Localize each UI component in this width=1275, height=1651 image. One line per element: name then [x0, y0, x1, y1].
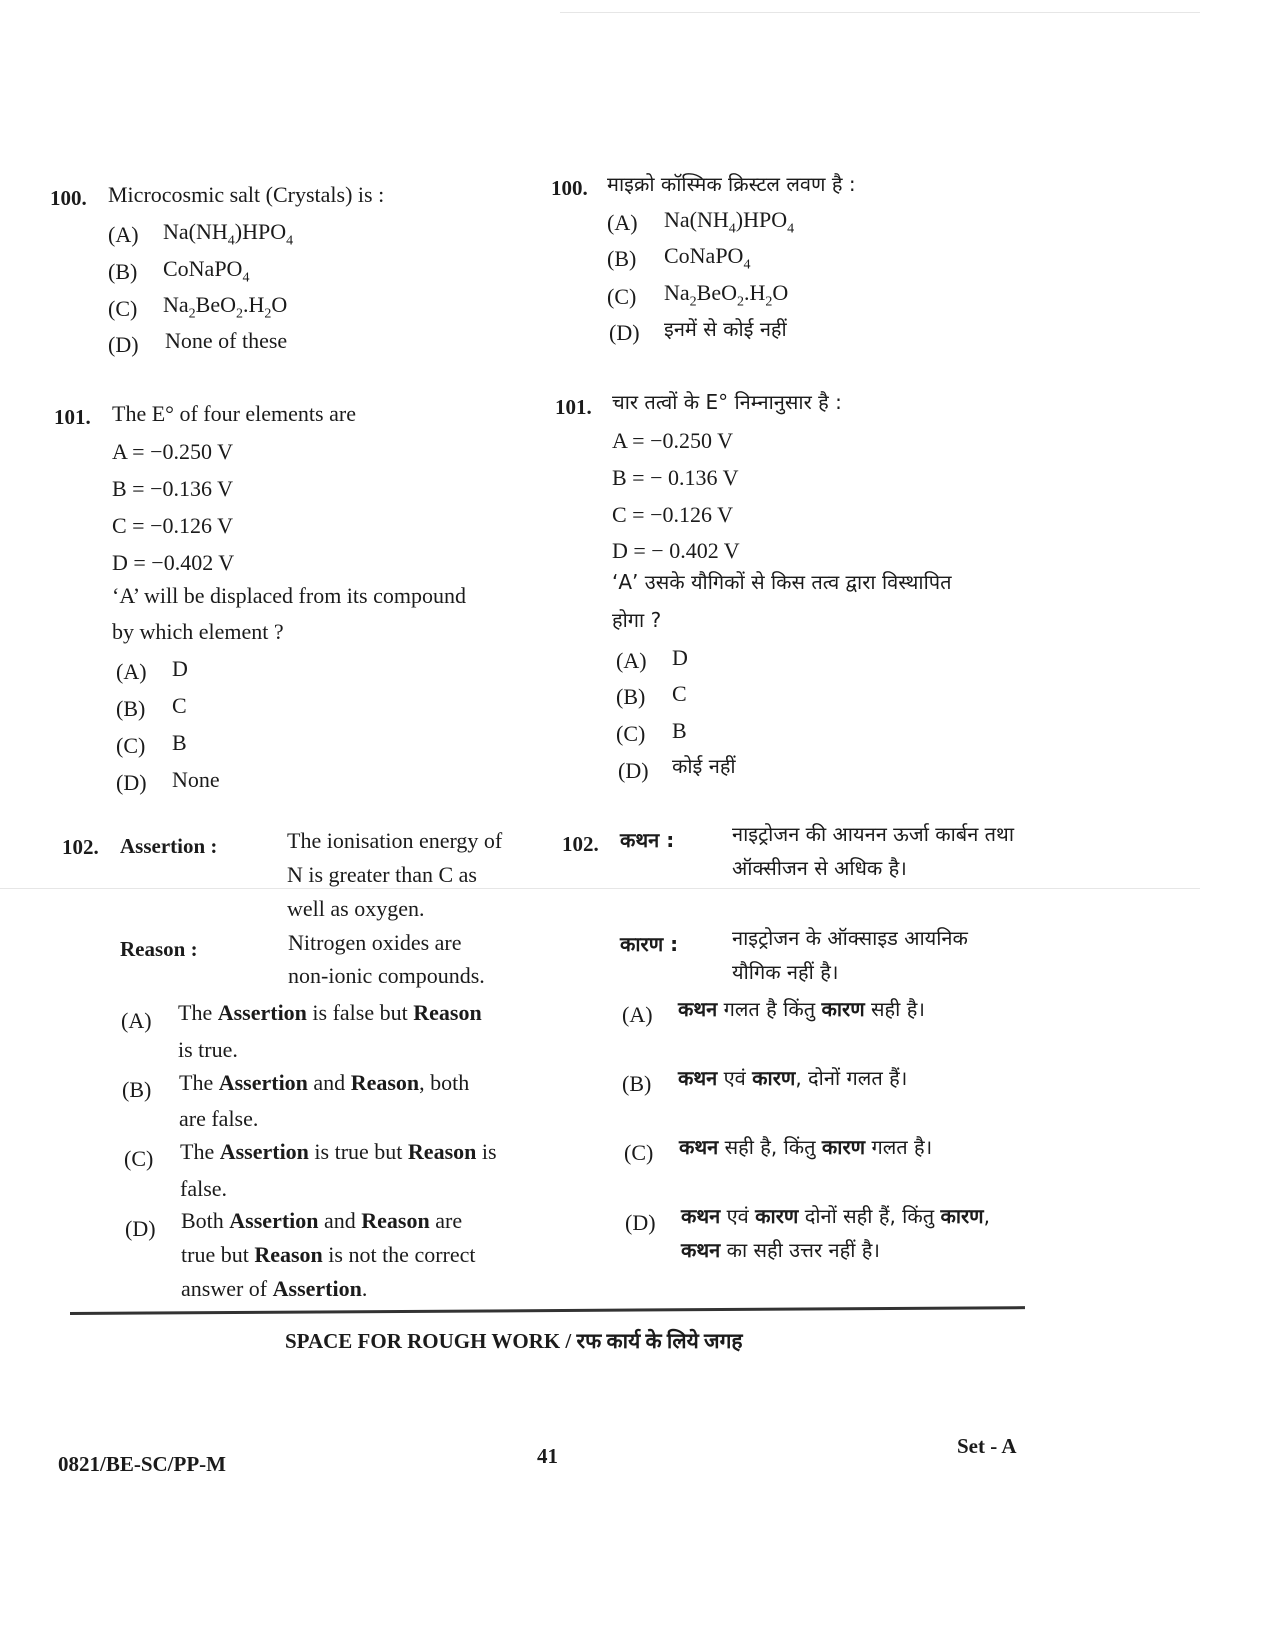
q101-value-a: A = −0.250 V: [112, 439, 233, 464]
q101-question: The E° of four elements are: [112, 401, 356, 426]
q102-hi-number: 102.: [562, 832, 599, 856]
q101-hi-number: 101.: [555, 395, 592, 419]
q101-opt-d: None: [172, 767, 220, 792]
q102-hi-reason-line2: यौगिक नहीं है।: [732, 960, 839, 984]
q102-hi-opt-d-line1: कथन एवं कारण दोनों सही हैं, किंतु कारण,: [681, 1204, 990, 1228]
q101-hi-value-d: D = − 0.402 V: [612, 538, 740, 563]
q101-value-c: C = −0.126 V: [112, 513, 233, 538]
rough-work-label: SPACE FOR ROUGH WORK / रफ कार्य के लिये जगह: [285, 1329, 743, 1353]
q102-opt-c-label: (C): [124, 1146, 154, 1171]
booklet-code: 0821/BE-SC/PP-M: [58, 1452, 226, 1476]
q100-hi-opt-c: $Na_2BeO_2.H_2O$: [664, 280, 789, 310]
q100-hi-opt-a: $Na(NH_4)HPO_4$: [664, 207, 795, 237]
q102-opt-b-label: (B): [122, 1077, 152, 1102]
q102-opt-b-line2: are false.: [179, 1106, 259, 1131]
q102-opt-b-line1: The Assertion and Reason, both: [179, 1070, 470, 1095]
q102-opt-c-line2: false.: [180, 1176, 228, 1201]
q102-assertion-label: Assertion :: [120, 834, 218, 858]
q102-hi-opt-c: कथन सही है, किंतु कारण गलत है।: [679, 1135, 933, 1159]
page-number: 41: [537, 1444, 558, 1468]
q101-opt-c-label: (C): [116, 733, 146, 758]
q102-assertion-line2: N is greater than C as: [287, 862, 477, 887]
q102-hi-assertion-label: कथन :: [620, 828, 675, 852]
q101-hi-opt-d: कोई नहीं: [672, 754, 736, 778]
q102-hi-reason-line1: नाइट्रोजन के ऑक्साइड आयनिक: [732, 926, 968, 950]
q102-opt-d-line2: true but Reason is not the correct: [181, 1242, 476, 1267]
q102-assertion-line1: The ionisation energy of: [287, 828, 503, 853]
q102-hi-opt-c-label: (C): [624, 1140, 654, 1165]
q101-hi-opt-b: C: [672, 681, 687, 706]
q101-opt-c: B: [172, 730, 187, 755]
q102-hi-opt-b: कथन एवं कारण, दोनों गलत हैं।: [678, 1066, 908, 1090]
q101-hi-value-a: A = −0.250 V: [612, 428, 733, 453]
q102-hi-opt-a-label: (A): [622, 1002, 653, 1027]
q101-opt-b-label: (B): [116, 696, 146, 721]
q102-hi-opt-d-label: (D): [625, 1210, 656, 1235]
q101-number: 101.: [54, 405, 91, 429]
q101-question-line1: ‘A’ will be displaced from its compound: [112, 583, 466, 608]
q101-hi-question-line2: होगा ?: [612, 608, 662, 632]
q102-opt-d-label: (D): [125, 1216, 156, 1241]
q100-opt-c-label: (C): [108, 296, 138, 321]
scan-line: [0, 888, 1200, 889]
q102-number: 102.: [62, 835, 99, 859]
q102-assertion-line3: well as oxygen.: [287, 896, 425, 921]
q100-opt-a: $Na(NH_4)HPO_4$: [163, 219, 294, 249]
q102-opt-d-line1: Both Assertion and Reason are: [181, 1208, 463, 1233]
q102-opt-a-label: (A): [121, 1008, 152, 1033]
rough-work-divider: [70, 1306, 1025, 1315]
q100-hi-opt-b: CoNaPO$_4$: [664, 243, 751, 273]
q101-opt-d-label: (D): [116, 770, 147, 795]
q101-hi-question-line1: ‘A’ उसके यौगिकों से किस तत्व द्वारा विस्थापित: [612, 570, 952, 594]
q101-question-line2: by which element ?: [112, 619, 284, 644]
q102-hi-assertion-line1: नाइट्रोजन की आयनन ऊर्जा कार्बन तथा: [732, 822, 1015, 846]
set-label: Set - A: [957, 1434, 1017, 1458]
q101-hi-opt-a: D: [672, 645, 688, 670]
q102-reason-line2: non-ionic compounds.: [288, 963, 485, 988]
q102-opt-c-line1: The Assertion is true but Reason is: [180, 1139, 497, 1164]
q102-hi-assertion-line2: ऑक्सीजन से अधिक है।: [732, 856, 907, 880]
q101-opt-a: D: [172, 656, 188, 681]
q102-opt-a-line1: The Assertion is false but Reason: [178, 1000, 482, 1025]
q102-hi-opt-a: कथन गलत है किंतु कारण सही है।: [678, 997, 925, 1021]
q102-opt-a-line2: is true.: [178, 1037, 238, 1062]
q102-reason-line1: Nitrogen oxides are: [288, 930, 462, 955]
q101-opt-b: C: [172, 693, 187, 718]
q100-hi-opt-a-label: (A): [607, 210, 638, 235]
scan-line: [560, 12, 1200, 13]
q102-opt-d-line3: answer of Assertion.: [181, 1276, 368, 1301]
q100-opt-d-label: (D): [108, 332, 139, 357]
q100-number: 100.: [50, 186, 87, 210]
q101-hi-value-c: C = −0.126 V: [612, 502, 733, 527]
q101-value-d: D = −0.402 V: [112, 550, 235, 575]
q100-hi-opt-b-label: (B): [607, 246, 637, 271]
q100-opt-b: CoNaPO$_4$: [163, 256, 250, 286]
q100-opt-a-label: (A): [108, 222, 139, 247]
q101-hi-opt-d-label: (D): [618, 758, 649, 783]
q102-hi-opt-d-line2: कथन का सही उत्तर नहीं है।: [681, 1238, 880, 1262]
q102-hi-reason-label: कारण :: [620, 932, 679, 956]
q100-opt-d: None of these: [165, 328, 288, 353]
q101-hi-value-b: B = − 0.136 V: [612, 465, 739, 490]
q102-hi-opt-b-label: (B): [622, 1071, 652, 1096]
q100-hi-opt-d: इनमें से कोई नहीं: [664, 317, 787, 341]
q101-hi-opt-c-label: (C): [616, 721, 646, 746]
q101-opt-a-label: (A): [116, 659, 147, 684]
q102-reason-label: Reason :: [120, 937, 198, 961]
q100-hi-opt-d-label: (D): [609, 320, 640, 345]
q101-value-b: B = −0.136 V: [112, 476, 233, 501]
q101-hi-opt-a-label: (A): [616, 648, 647, 673]
q100-hi-question: माइक्रो कॉस्मिक क्रिस्टल लवण है :: [607, 172, 856, 196]
q100-hi-number: 100.: [551, 176, 588, 200]
q101-hi-opt-c: B: [672, 718, 687, 743]
q100-question: Microcosmic salt (Crystals) is :: [108, 182, 385, 207]
q101-hi-question: चार तत्वों के E° निम्नानुसार है :: [612, 390, 842, 414]
q100-opt-b-label: (B): [108, 259, 138, 284]
q100-hi-opt-c-label: (C): [607, 284, 637, 309]
q101-hi-opt-b-label: (B): [616, 684, 646, 709]
q100-opt-c: $Na_2BeO_2.H_2O$: [163, 292, 288, 322]
